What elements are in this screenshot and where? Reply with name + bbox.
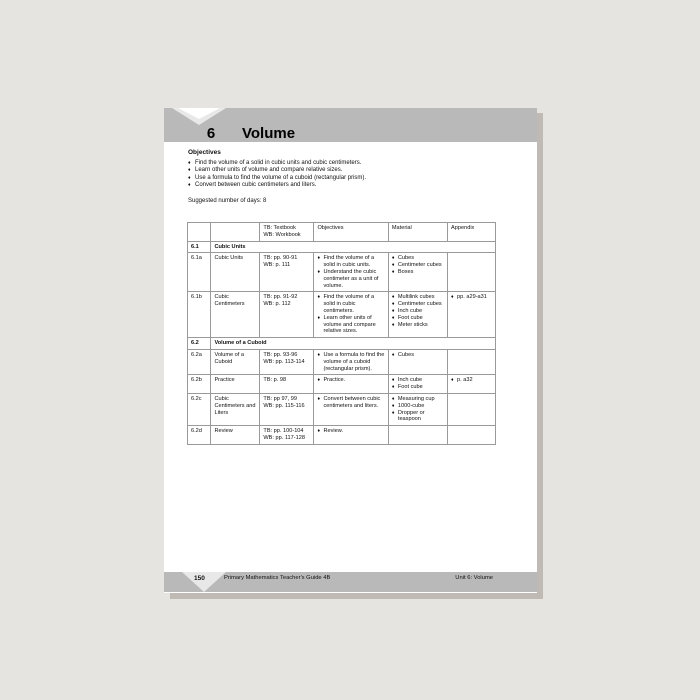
footer-book-title: Primary Mathematics Teacher's Guide 4B <box>224 575 331 581</box>
footer-unit-label: Unit 6: Volume <box>455 575 493 581</box>
section-row: 6.2 Volume of a Cuboid <box>188 338 496 350</box>
section-row: 6.1 Cubic Units <box>188 241 496 253</box>
objectives-section <box>188 149 498 205</box>
table-row: 6.2c Cubic Centimeters and Liters TB: pp 97, 99 WB: pp. 115-116 ♦ Convert between cubic centimeters and liters. ♦ Measuring cup ♦ 1000-cube ♦ Dropper or teaspoon <box>188 393 496 425</box>
table-row: 6.2a Volume of a Cuboid TB: pp. 93-96 WB: pp. 113-114 ♦ Use a formula to find the volume of a cuboid (rectangular prism). ♦ Cubes <box>188 349 496 374</box>
table-header-row <box>188 223 496 242</box>
objectives-list <box>188 160 498 190</box>
table-row: 6.2b Practice TB: p. 98 ♦ Practice. ♦ Inch cube ♦ Foot cube ♦ p. a32 <box>188 375 496 394</box>
document-page <box>164 108 537 593</box>
objective-item: ♦ Find the volume of a solid in cubic units and cubic centimeters. <box>188 160 498 168</box>
objectives-title: Objectives <box>188 149 221 156</box>
objective-item: ♦ Use a formula to find the volume of a cuboid (rectangular prism). <box>188 175 498 183</box>
lesson-plan-table <box>187 222 496 445</box>
header-objectives: Objectives <box>314 223 388 242</box>
unit-title: Volume <box>242 125 296 142</box>
header-appendix: Appendix <box>448 223 496 242</box>
page-number: 150 <box>194 575 205 582</box>
suggested-days: Suggested number of days: 8 <box>188 197 267 204</box>
objective-item: ♦ Convert between cubic centimeters and liters. <box>188 182 498 190</box>
unit-number: 6 <box>206 125 216 142</box>
objective-item: ♦ Learn other units of volume and compare relative sizes. <box>188 167 498 175</box>
header-material: Material <box>388 223 447 242</box>
table-row: 6.2d Review TB: pp. 100-104 WB: pp. 117-128 ♦ Review. <box>188 426 496 445</box>
unit-chevron-icon <box>164 108 234 142</box>
table-row: 6.1a Cubic Units TB: pp. 90-91 WB: p. 111 ♦ Find the volume of a solid in cubic units. ♦ Understand the cubic centimeter as a unit of volume. ♦ Cubes ♦ Centimeter cubes ♦ Boxes <box>188 253 496 292</box>
table-row: 6.1b Cubic Centimeters TB: pp. 91-92 WB: p. 112 ♦ Find the volume of a solid in cubic centimeters. ♦ Learn other units of volume and compare relative sizes. ♦ Multilink cubes ♦ Centimeter cubes ♦ Inch cube ♦ Foot cube ♦ Meter sticks ♦ pp. a29-a31 <box>188 292 496 338</box>
header-reference: TB: Textbook WB: Workbook <box>260 223 314 242</box>
